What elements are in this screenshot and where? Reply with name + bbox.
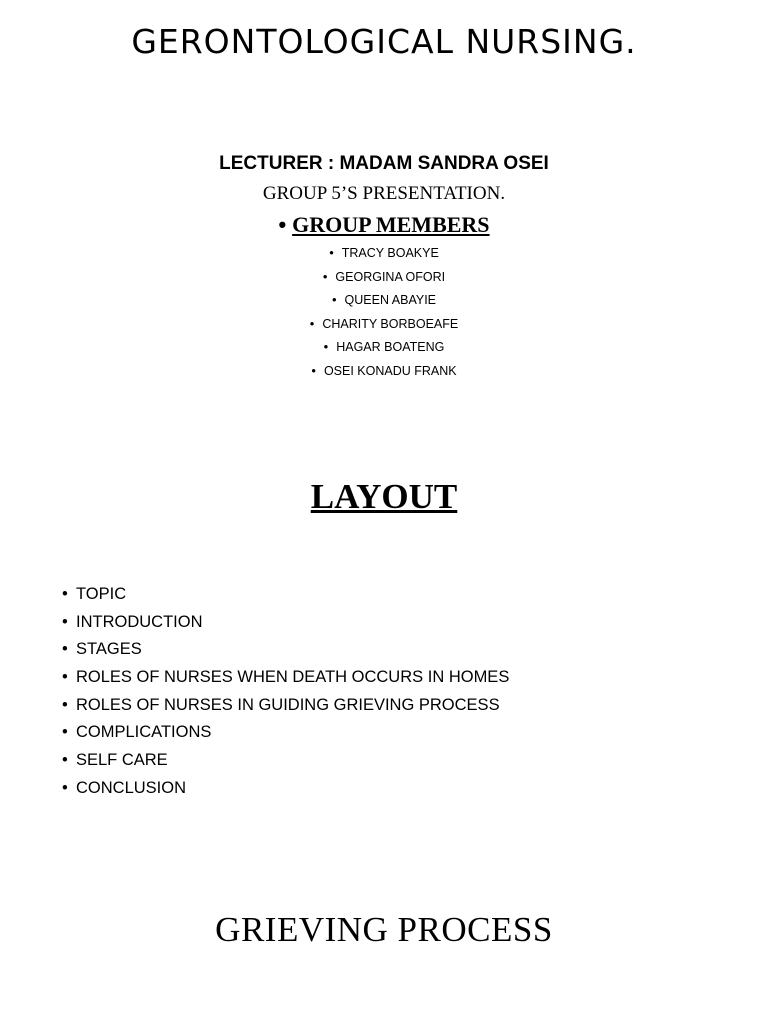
bullet-icon: •: [323, 339, 329, 354]
document-title: GERONTOLOGICAL NURSING.: [131, 22, 637, 61]
bullet-icon: •: [311, 362, 316, 378]
layout-item: [62, 664, 509, 692]
layout-item-label: SELF CARE: [76, 751, 168, 770]
member-item: [0, 312, 768, 336]
group-members-heading-text: GROUP MEMBERS: [292, 212, 490, 237]
bullet-icon: •: [62, 585, 68, 603]
bullet-icon: •: [278, 212, 287, 237]
lecturer-line: LECTURER : MADAM SANDRA OSEI: [219, 153, 549, 174]
bullet-icon: •: [62, 778, 68, 797]
member-item: [0, 241, 768, 265]
layout-item-label: CONCLUSION: [76, 778, 187, 797]
layout-item-label: STAGES: [76, 640, 142, 659]
layout-item: [62, 692, 509, 720]
layout-item: [62, 581, 509, 609]
member-item: [0, 265, 768, 289]
member-name: TRACY BOAKYE: [341, 246, 439, 260]
layout-item: [62, 719, 509, 747]
bullet-icon: •: [62, 695, 68, 714]
bullet-icon: •: [62, 751, 68, 770]
layout-item: [62, 636, 509, 664]
group-members-list: [0, 241, 768, 382]
layout-item: [62, 609, 509, 637]
bullet-icon: •: [331, 292, 337, 307]
layout-item-label: TOPIC: [76, 585, 127, 603]
bullet-icon: •: [62, 668, 68, 687]
member-name: OSEI KONADU FRANK: [323, 363, 457, 378]
bullet-icon: •: [62, 723, 68, 742]
layout-item-label: INTRODUCTION: [76, 612, 203, 631]
layout-item: [62, 775, 509, 803]
bullet-icon: •: [309, 315, 315, 331]
bullet-icon: •: [329, 245, 334, 260]
group-members-heading: [0, 211, 768, 238]
member-name: HAGAR BOATENG: [336, 340, 445, 354]
bullet-icon: •: [62, 640, 68, 659]
layout-item: [62, 747, 509, 775]
member-name: CHARITY BORBOEAFE: [322, 316, 459, 331]
member-item: [0, 359, 768, 383]
bullet-icon: •: [62, 612, 68, 631]
layout-item-label: ROLES OF NURSES WHEN DEATH OCCURS IN HOMES: [76, 668, 510, 687]
layout-heading: LAYOUT: [310, 477, 458, 516]
layout-item-label: COMPLICATIONS: [76, 723, 212, 742]
grieving-process-heading: GRIEVING PROCESS: [215, 910, 553, 949]
layout-item-label: ROLES OF NURSES IN GUIDING GRIEVING PROCESS: [76, 695, 500, 714]
bullet-icon: •: [322, 268, 328, 284]
member-item: [0, 288, 768, 312]
member-item: [0, 335, 768, 359]
group-presentation-line: GROUP 5’S PRESENTATION.: [262, 183, 506, 204]
layout-list: [62, 581, 509, 803]
member-name: QUEEN ABAYIE: [344, 293, 437, 307]
member-name: GEORGINA OFORI: [335, 269, 446, 284]
